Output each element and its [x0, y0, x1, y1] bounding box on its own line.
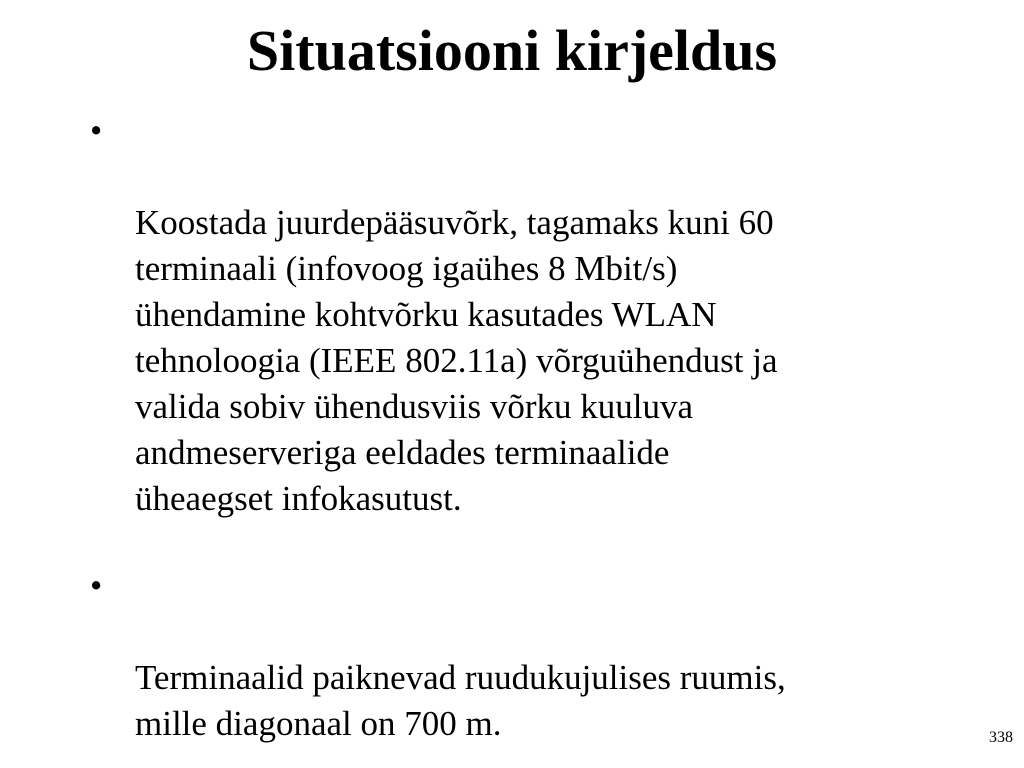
bullet-icon: •: [90, 566, 103, 605]
bullet-list: [90, 108, 970, 747]
bullet-text: Terminaalid paiknevad ruudukujulises ruumis, mille diagonaal on 700 m.: [135, 658, 786, 743]
bullet-item: [90, 108, 970, 522]
bullet-icon: •: [90, 111, 103, 150]
bullet-text: Koostada juurdepääsuvõrk, tagamaks kuni 60 terminaali (infovoog igaühes 8 Mbit/s) ühendamine kohtvõrku kasutades WLAN tehnoloogia (IEEE 802.11a) võrguühendust ja valida sobiv ühendusviis võrku kuuluva andmeserveriga eeldades terminaalide üheaegset infokasutust.: [135, 203, 778, 518]
slide-title: Situatsiooni kirjeldus: [246, 18, 778, 83]
bullet-item: [90, 563, 970, 747]
page-number: 338: [989, 729, 1013, 746]
